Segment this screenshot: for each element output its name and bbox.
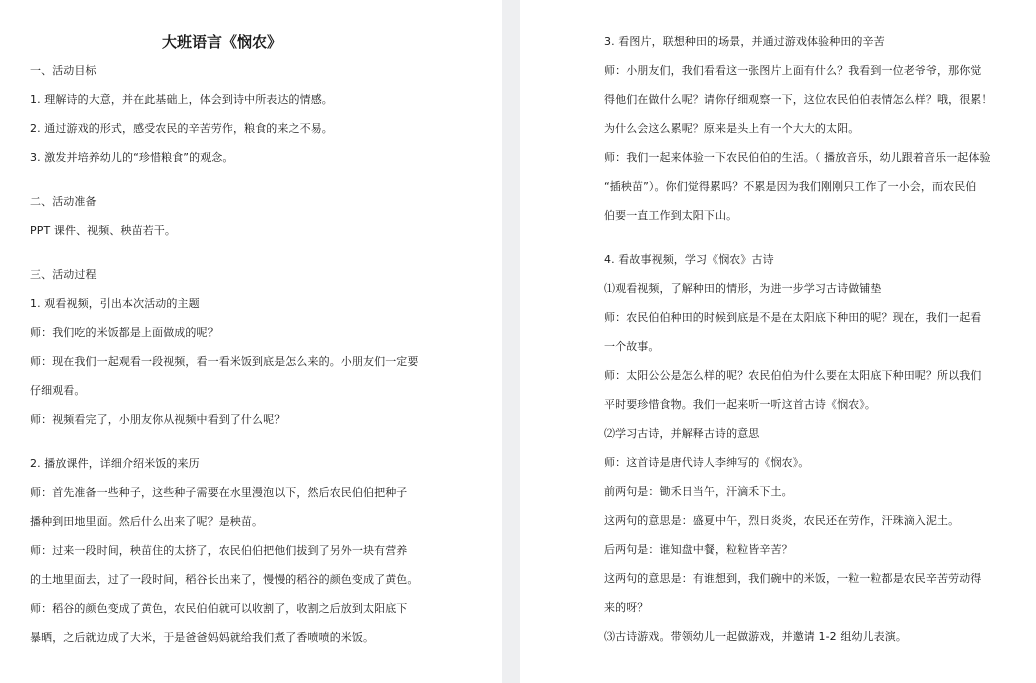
paragraph-line: 前两句是：锄禾日当午，汗滴禾下土。 xyxy=(604,485,793,498)
paragraph-line: 师：我们吃的米饭都是上面做成的呢？ xyxy=(30,326,219,339)
paragraph-line: 师：太阳公公是怎么样的呢？农民伯伯为什么要在太阳底下种田呢？所以我们 xyxy=(604,369,982,382)
sub-step-1: ⑴观看视频，了解种田的情形，为进一步学习古诗做铺垫 xyxy=(604,282,882,295)
paragraph-line: 的土地里面去，过了一段时间，稻谷长出来了，慢慢的稻谷的颜色变成了黄色。 xyxy=(30,573,419,586)
paragraph-line: 师：小朋友们，我们看看这一张图片上面有什么？我看到一位老爷爷，那你觉 xyxy=(604,64,982,77)
step-4-heading: 4. 看故事视频，学习《悯农》古诗 xyxy=(604,253,774,266)
paragraph-line: 师：过来一段时间，秧苗住的太挤了，农民伯伯把他们拔到了另外一块有营养 xyxy=(30,544,408,557)
paragraph-line: “插秧苗”）。你们觉得累吗？不累是因为我们刚刚只工作了一小会，而农民伯 xyxy=(604,180,977,193)
objective-2: 2. 通过游戏的形式，感受农民的辛苦劳作，粮食的来之不易。 xyxy=(30,122,333,135)
step-3-heading: 3. 看图片，联想种田的场景，并通过游戏体验种田的辛苦 xyxy=(604,35,885,48)
preparation-text: PPT 课件、视频、秧苗若干。 xyxy=(30,224,176,237)
step-2-heading: 2. 播放课件，详细介绍米饭的来历 xyxy=(30,457,200,470)
sub-step-2: ⑵学习古诗，并解释古诗的意思 xyxy=(604,427,760,440)
step-1-heading: 1. 观看视频，引出本次活动的主题 xyxy=(30,297,200,310)
paragraph-line: 这两句的意思是：盛夏中午，烈日炎炎，农民还在劳作，汗珠滴入泥土。 xyxy=(604,514,960,527)
paragraph-line: 师：农民伯伯种田的时候到底是不是在太阳底下种田的呢？现在，我们一起看 xyxy=(604,311,982,324)
paragraph-line: 师：现在我们一起观看一段视频，看一看米饭到底是怎么来的。小朋友们一定要 xyxy=(30,355,419,368)
document-page-1 xyxy=(0,0,502,683)
heading-objectives: 一、活动目标 xyxy=(30,64,97,77)
objective-3: 3. 激发并培养幼儿的“珍惜粮食”的观念。 xyxy=(30,151,234,164)
paragraph-line: 师：这首诗是唐代诗人李绅写的《悯农》。 xyxy=(604,456,810,469)
paragraph-line: 师：视频看完了，小朋友你从视频中看到了什么呢？ xyxy=(30,413,286,426)
objective-1: 1. 理解诗的大意，并在此基础上，体会到诗中所表达的情感。 xyxy=(30,93,333,106)
heading-preparation: 二、活动准备 xyxy=(30,195,97,208)
paragraph-line: 师：首先准备一些种子，这些种子需要在水里漫泡以下，然后农民伯伯把种子 xyxy=(30,486,408,499)
paragraph-line: 一个故事。 xyxy=(604,340,660,353)
paragraph-line: 播种到田地里面。然后什么出来了呢？是秧苗。 xyxy=(30,515,264,528)
document-page-2 xyxy=(520,0,1036,683)
paragraph-line: 后两句是：谁知盘中餐，粒粒皆辛苦？ xyxy=(604,543,793,556)
document-title: 大班语言《悯农》 xyxy=(161,33,282,51)
paragraph-line: 平时要珍惜食物。我们一起来听一听这首古诗《悯农》。 xyxy=(604,398,876,411)
paragraph-line: 来的呀？ xyxy=(604,601,649,614)
paragraph-line: 这两句的意思是：有谁想到，我们碗中的米饭，一粒一粒都是农民辛苦劳动得 xyxy=(604,572,982,585)
paragraph-line: 师：我们一起来体验一下农民伯伯的生活。（ 播放音乐，幼儿跟着音乐一起体验 xyxy=(604,151,991,164)
sub-step-3: ⑶古诗游戏。带领幼儿一起做游戏，并邀请 1-2 组幼儿表演。 xyxy=(604,630,907,643)
paragraph-line: 暴晒，之后就边成了大米，于是爸爸妈妈就给我们煮了香喷喷的米饭。 xyxy=(30,631,375,644)
paragraph-line: 为什么会这么累呢？原来是头上有一个大大的太阳。 xyxy=(604,122,860,135)
heading-process: 三、活动过程 xyxy=(30,268,97,281)
paragraph-line: 伯要一直工作到太阳下山。 xyxy=(604,209,738,222)
paragraph-line: 师：稻谷的颜色变成了黄色，农民伯伯就可以收割了，收割之后放到太阳底下 xyxy=(30,602,408,615)
paragraph-line: 得他们在做什么呢？请你仔细观察一下，这位农民伯伯表情怎么样？哦，很累！ xyxy=(604,93,993,106)
paragraph-line: 仔细观看。 xyxy=(30,384,86,397)
